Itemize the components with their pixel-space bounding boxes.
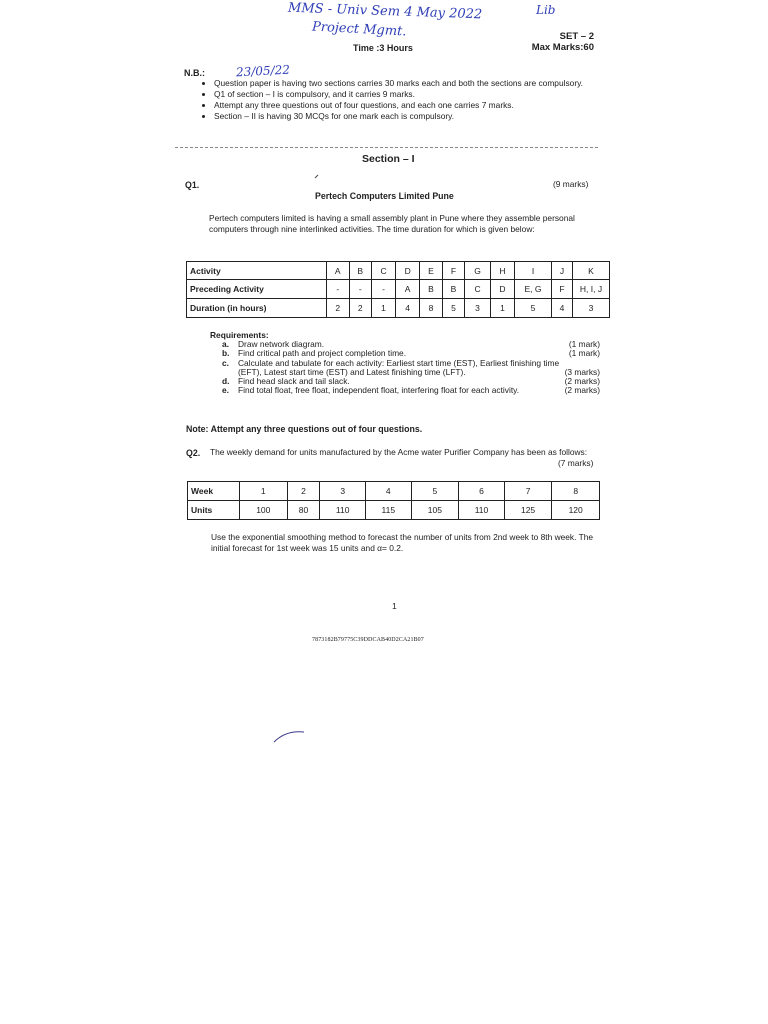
table-cell: E xyxy=(420,262,443,280)
table-cell: 8 xyxy=(420,299,443,318)
row-label: Preceding Activity xyxy=(187,280,327,299)
table-cell: 105 xyxy=(411,501,459,520)
table-cell: 6 xyxy=(459,482,505,501)
instruction-item: • Attempt any three questions out of four questions, and each one carries 7 marks. xyxy=(214,100,614,111)
table-cell: I xyxy=(515,262,552,280)
table-cell: D xyxy=(396,262,420,280)
requirement-item xyxy=(210,386,600,395)
table-cell: A xyxy=(327,262,350,280)
table-cell: B xyxy=(420,280,443,299)
nb-label: N.B.: xyxy=(184,68,205,78)
case-title: Pertech Computers Limited Pune xyxy=(315,191,454,201)
activity-table xyxy=(186,261,610,318)
requirement-marks: (1 mark) xyxy=(568,339,600,350)
requirement-marks: (3 marks) xyxy=(564,366,600,377)
table-cell: 115 xyxy=(365,501,411,520)
requirement-letter: a. xyxy=(222,339,229,350)
table-cell: 4 xyxy=(552,299,573,318)
requirement-letter: d. xyxy=(222,376,230,387)
table-cell: B xyxy=(349,262,372,280)
table-cell: 4 xyxy=(365,482,411,501)
q2-instructions: Use the exponential smoothing method to forecast the number of units from 2nd week to 8th week. The initial forecast for 1st week was 15 units and α= 0.2. xyxy=(211,532,594,553)
divider xyxy=(175,147,598,148)
requirement-text: Calculate and tabulate for each activity: Earliest start time (EST), Earliest finishing time (EFT), Latest start time (EST) and Latest finishing time (LFT). xyxy=(238,357,560,377)
max-marks: Max Marks:60 xyxy=(531,42,594,53)
table-cell: 4 xyxy=(396,299,420,318)
table-cell: 125 xyxy=(504,501,552,520)
table-cell: D xyxy=(490,280,514,299)
q1-label: Q1. xyxy=(185,180,200,190)
q2-label: Q2. xyxy=(186,448,201,458)
table-cell: K xyxy=(573,262,610,280)
table-cell: H, I, J xyxy=(573,280,610,299)
row-label: Week xyxy=(188,482,240,501)
table-cell: 110 xyxy=(320,501,366,520)
table-cell: C xyxy=(372,262,396,280)
q1-intro: Pertech computers limited is having a small assembly plant in Pune where they assemble personal computers through nine interlinked activities. The time duration for which is given below: xyxy=(209,213,575,234)
table-cell: F xyxy=(442,262,465,280)
table-cell: - xyxy=(327,280,350,299)
set-label: SET – 2 xyxy=(559,31,594,42)
handwritten-corner-note: Lib xyxy=(536,3,556,17)
instruction-item: • Question paper is having two sections carries 30 marks each and both the sections are compulsory. xyxy=(214,78,614,89)
table-cell: G xyxy=(465,262,491,280)
table-cell: A xyxy=(396,280,420,299)
pen-mark xyxy=(312,172,322,182)
requirement-letter: e. xyxy=(222,385,229,396)
requirements-title: Requirements: xyxy=(210,330,269,340)
instruction-item: • Section – II is having 30 MCQs for one mark each is compulsory. xyxy=(214,111,614,122)
table-cell: 1 xyxy=(240,482,288,501)
table-cell: C xyxy=(465,280,491,299)
requirement-item xyxy=(210,359,600,377)
requirement-letter: b. xyxy=(222,348,230,359)
note: Note: Attempt any three questions out of four questions. xyxy=(186,424,423,434)
table-cell: 1 xyxy=(490,299,514,318)
section-title: Section – I xyxy=(362,153,415,165)
row-label: Duration (in hours) xyxy=(187,299,327,318)
table-cell: 3 xyxy=(465,299,491,318)
table-cell: 8 xyxy=(552,482,600,501)
instructions-list xyxy=(200,78,614,122)
table-cell: 7 xyxy=(504,482,552,501)
requirement-marks: (1 mark) xyxy=(568,348,600,359)
page-number: 1 xyxy=(392,601,397,611)
row-label: Units xyxy=(188,501,240,520)
instruction-item: • Q1 of section – I is compulsory, and it carries 9 marks. xyxy=(214,89,614,100)
table-cell: F xyxy=(552,280,573,299)
requirement-text: Draw network diagram. xyxy=(238,339,325,350)
table-cell: H xyxy=(490,262,514,280)
handwritten-subject: Project Mgmt. xyxy=(311,19,407,40)
document-code: 7873182B79775C39DDCAB40D2CA21B07 xyxy=(312,637,424,643)
q2-marks: (7 marks) xyxy=(558,458,594,468)
q2-text: The weekly demand for units manufactured by the Acme water Purifier Company has been as follows: xyxy=(210,447,588,457)
handwritten-course-line: MMS - Univ Sem 4 May 2022 xyxy=(287,0,483,23)
table-cell: 2 xyxy=(327,299,350,318)
table-cell: 2 xyxy=(349,299,372,318)
table-cell: E, G xyxy=(515,280,552,299)
requirement-text: Find total float, free float, independent float, interfering float for each activity. xyxy=(238,385,520,396)
table-cell: 5 xyxy=(442,299,465,318)
demand-table xyxy=(187,481,600,520)
table-cell: 80 xyxy=(287,501,320,520)
requirement-marks: (2 marks) xyxy=(564,376,600,387)
table-cell: 5 xyxy=(411,482,459,501)
requirement-letter: c. xyxy=(222,357,229,368)
table-cell: 100 xyxy=(240,501,288,520)
table-cell: 3 xyxy=(573,299,610,318)
time-label: Time :3 Hours xyxy=(353,43,413,53)
requirement-text: Find head slack and tail slack. xyxy=(238,376,350,387)
table-cell: B xyxy=(442,280,465,299)
table-cell: J xyxy=(552,262,573,280)
pen-mark xyxy=(270,724,320,748)
table-cell: 5 xyxy=(515,299,552,318)
requirement-text: Find critical path and project completion time. xyxy=(238,348,407,359)
q1-marks: (9 marks) xyxy=(553,179,589,189)
table-cell: 3 xyxy=(320,482,366,501)
table-cell: 120 xyxy=(552,501,600,520)
handwritten-date: 23/05/22 xyxy=(235,62,291,80)
requirement-marks: (2 marks) xyxy=(564,385,600,396)
row-label: Activity xyxy=(187,262,327,280)
table-cell: 1 xyxy=(372,299,396,318)
table-cell: 110 xyxy=(459,501,505,520)
table-cell: - xyxy=(349,280,372,299)
requirements xyxy=(210,331,600,395)
table-cell: 2 xyxy=(287,482,320,501)
table-cell: - xyxy=(372,280,396,299)
